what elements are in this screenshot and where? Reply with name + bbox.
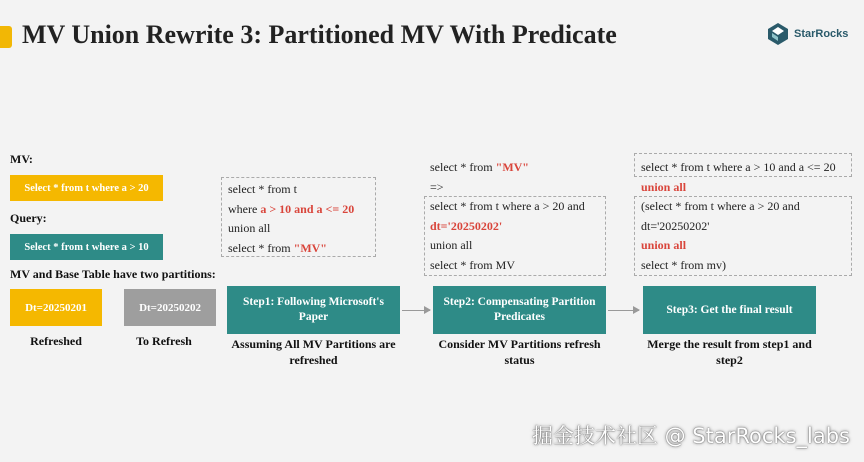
partition-refreshed-box: Dt=20250201 bbox=[10, 289, 102, 326]
sql-highlight: union all bbox=[641, 238, 687, 252]
sql-text: select * from bbox=[228, 240, 294, 255]
partition-to-refresh-box: Dt=20250202 bbox=[124, 289, 216, 326]
sql-line: select * from t bbox=[228, 182, 297, 196]
sql-line: select * from t where a > 10 and a <= 20 bbox=[641, 160, 836, 174]
page-title: MV Union Rewrite 3: Partitioned MV With Predicate bbox=[22, 20, 617, 49]
arrow-step2-to-step3 bbox=[608, 310, 639, 311]
step3-sql bbox=[641, 158, 836, 275]
sql-line bbox=[430, 158, 585, 178]
mv-label: MV: bbox=[10, 152, 33, 166]
sql-line: => bbox=[430, 179, 444, 194]
sql-highlight: "MV" bbox=[293, 240, 327, 255]
starrocks-logo-icon bbox=[766, 22, 790, 46]
sql-line bbox=[228, 239, 354, 259]
step2-box: Step2: Compensating Partition Predicates bbox=[433, 286, 606, 334]
sql-highlight: "MV" bbox=[495, 160, 529, 174]
sql-highlight: dt='20250202' bbox=[430, 218, 503, 233]
sql-line: union all bbox=[228, 221, 271, 235]
sql-line: (select * from t where a > 20 and bbox=[641, 199, 800, 213]
sql-line: select * from t where a > 20 and bbox=[430, 199, 585, 213]
sql-line: select * from mv) bbox=[641, 257, 726, 272]
sql-highlight: a > 10 and a <= 20 bbox=[260, 201, 355, 216]
step1-box: Step1: Following Microsoft's Paper bbox=[227, 286, 400, 334]
logo-text: StarRocks bbox=[794, 28, 849, 40]
step3-box: Step3: Get the final result bbox=[643, 286, 816, 334]
partitions-label: MV and Base Table have two partitions: bbox=[10, 267, 216, 281]
step1-sql bbox=[228, 180, 354, 258]
mv-definition-pill: Select * from t where a > 20 bbox=[10, 175, 163, 201]
sql-line bbox=[228, 200, 354, 220]
sql-line: union all bbox=[430, 238, 473, 252]
sql-line: dt='20250202' bbox=[641, 218, 710, 233]
step2-caption: Consider MV Partitions refresh status bbox=[438, 337, 601, 367]
query-pill: Select * from t where a > 10 bbox=[10, 234, 163, 260]
starrocks-logo bbox=[766, 22, 848, 46]
step2-sql bbox=[430, 158, 585, 275]
sql-line: select * from MV bbox=[430, 257, 515, 272]
to-refresh-label: To Refresh bbox=[136, 334, 192, 348]
refreshed-label: Refreshed bbox=[30, 334, 82, 348]
query-label: Query: bbox=[10, 211, 47, 225]
step3-caption: Merge the result from step1 and step2 bbox=[647, 337, 812, 367]
title-accent-bar bbox=[0, 26, 12, 48]
arrow-step1-to-step2 bbox=[402, 310, 430, 311]
step1-caption: Assuming All MV Partitions are refreshed bbox=[231, 337, 396, 367]
sql-highlight: union all bbox=[641, 179, 687, 194]
sql-text: select * from bbox=[430, 160, 496, 174]
watermark: 掘金技术社区 @ StarRocks_labs bbox=[531, 424, 850, 448]
sql-text: where bbox=[228, 201, 261, 216]
